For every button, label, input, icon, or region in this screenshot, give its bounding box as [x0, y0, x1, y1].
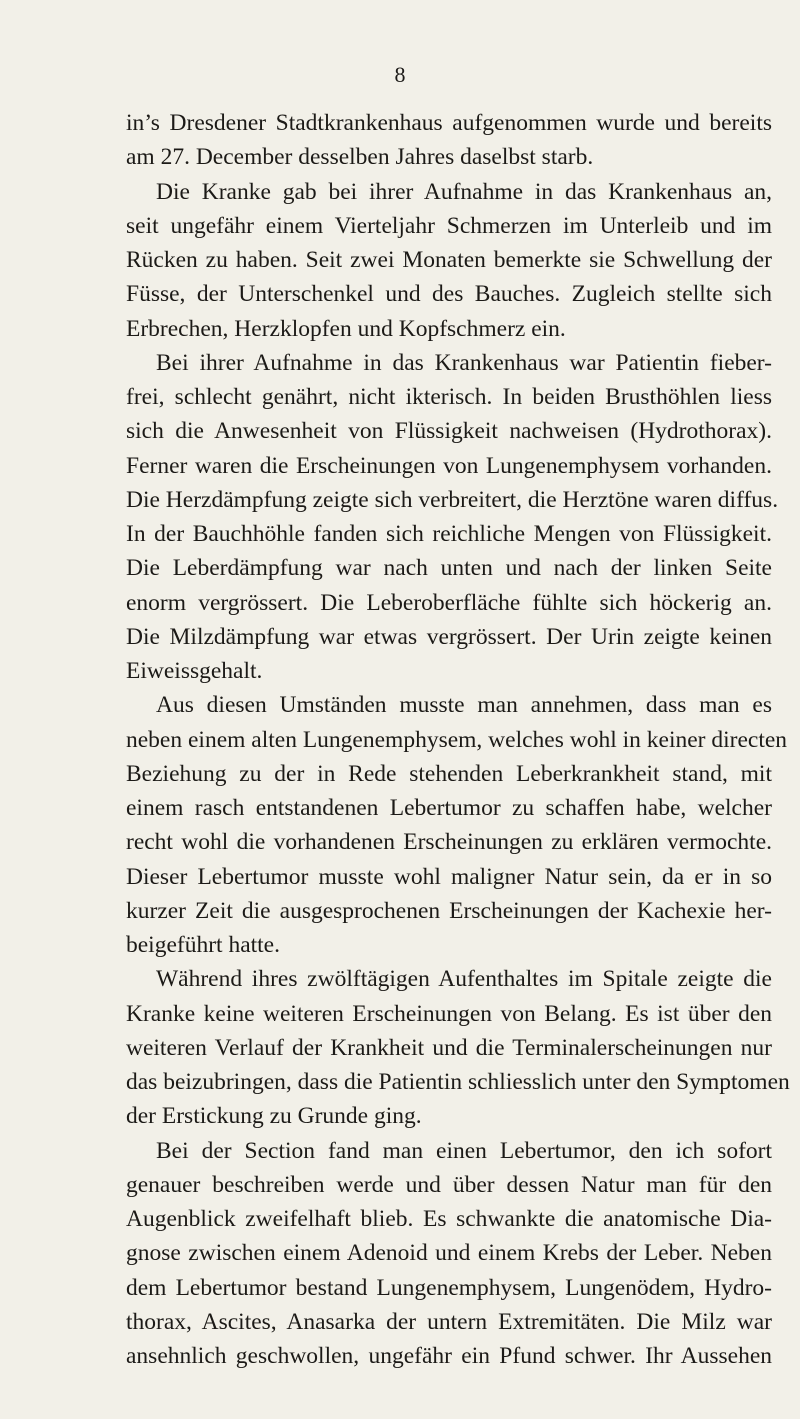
body-text — [126, 106, 790, 1373]
text-line: Bei ihrer Aufnahme in das Krankenhaus war Patientin fieber- — [156, 349, 772, 376]
text-line: Die Milzdämpfung war etwas vergrössert. Der Urin zeigte keinen — [126, 623, 772, 650]
text-line: Rücken zu haben. Seit zwei Monaten bemerkte sie Schwellung der — [126, 247, 772, 273]
text-line: ansehnlich geschwollen, ungefähr ein Pfund schwer. Ihr Aussehen — [126, 1343, 772, 1369]
text-line: Bei der Section fand man einen Lebertumor, den ich sofort — [156, 1137, 772, 1164]
text-line: Beziehung zu der in Rede stehenden Leberkrankheit stand, mit — [126, 760, 772, 787]
text-line: In der Bauchhöhle fanden sich reichliche Mengen von Flüssigkeit. — [126, 521, 772, 547]
text-line: Die Kranke gab bei ihrer Aufnahme in das Krankenhaus an, — [156, 178, 772, 205]
text-line: Augenblick zweifelhaft blieb. Es schwankte die anatomische Dia- — [126, 1206, 772, 1232]
text-line: der Erstickung zu Grunde ging. — [126, 1103, 422, 1130]
text-line: sich die Anwesenheit von Flüssigkeit nachweisen (Hydrothorax). — [126, 418, 772, 445]
text-line: recht wohl die vorhandenen Erscheinungen zu erklären vermochte. — [126, 829, 772, 856]
text-line: Dieser Lebertumor musste wohl maligner Natur sein, da er in so — [126, 863, 772, 890]
text-line: Ferner waren die Erscheinungen von Lungenemphysem vorhanden. — [126, 452, 772, 479]
text-line: beigeführt hatte. — [126, 932, 280, 958]
text-line: am 27. December desselben Jahres daselbst starb. — [126, 144, 594, 171]
text-line: seit ungefähr einem Vierteljahr Schmerzen im Unterleib und im — [126, 212, 772, 239]
text-line: Eiweissgehalt. — [126, 658, 263, 684]
text-line: Erbrechen, Herzklopfen und Kopfschmerz ein. — [126, 315, 566, 342]
text-line: thorax, Ascites, Anasarka der untern Extremitäten. Die Milz war — [126, 1308, 772, 1335]
text-line: dem Lebertumor bestand Lungenemphysem, Lungenödem, Hydro- — [126, 1274, 772, 1301]
text-line: frei, schlecht genährt, nicht ikterisch. In beiden Brusthöhlen liess — [126, 384, 772, 410]
text-line: neben einem alten Lungenemphysem, welches wohl in keiner directen — [126, 726, 788, 753]
text-line: Während ihres zwölftägigen Aufenthaltes im Spitale zeigte die — [156, 966, 772, 993]
text-line: gnose zwischen einem Adenoid und einem Krebs der Leber. Neben — [126, 1240, 772, 1267]
text-line: Füsse, der Unterschenkel und des Bauches. Zugleich stellte sich — [126, 281, 772, 308]
text-line: einem rasch entstandenen Lebertumor zu schaffen habe, welcher — [126, 795, 772, 821]
page-number: 8 — [394, 62, 406, 87]
text-line: enorm vergrössert. Die Leberoberfläche fühlte sich höckerig an. — [126, 589, 772, 616]
text-line: kurzer Zeit die ausgesprochenen Erscheinungen der Kachexie her- — [126, 897, 772, 924]
text-line: das beizubringen, dass die Patientin schliesslich unter den Symptomen — [126, 1069, 790, 1095]
text-line: Aus diesen Umständen musste man annehmen, dass man es — [156, 692, 772, 719]
text-line: genauer beschreiben werde und über dessen Natur man für den — [126, 1171, 772, 1198]
text-line: weiteren Verlauf der Krankheit und die Terminalerscheinungen nur — [126, 1034, 772, 1061]
text-line: Kranke keine weiteren Erscheinungen von Belang. Es ist über den — [126, 1000, 772, 1027]
text-line: in’s Dresdener Stadtkrankenhaus aufgenommen wurde und bereits — [126, 110, 772, 136]
text-line: Die Leberdämpfung war nach unten und nach der linken Seite — [126, 555, 772, 582]
text-line: Die Herzdämpfung zeigte sich verbreitert, die Herztöne waren diffus. — [126, 486, 779, 513]
